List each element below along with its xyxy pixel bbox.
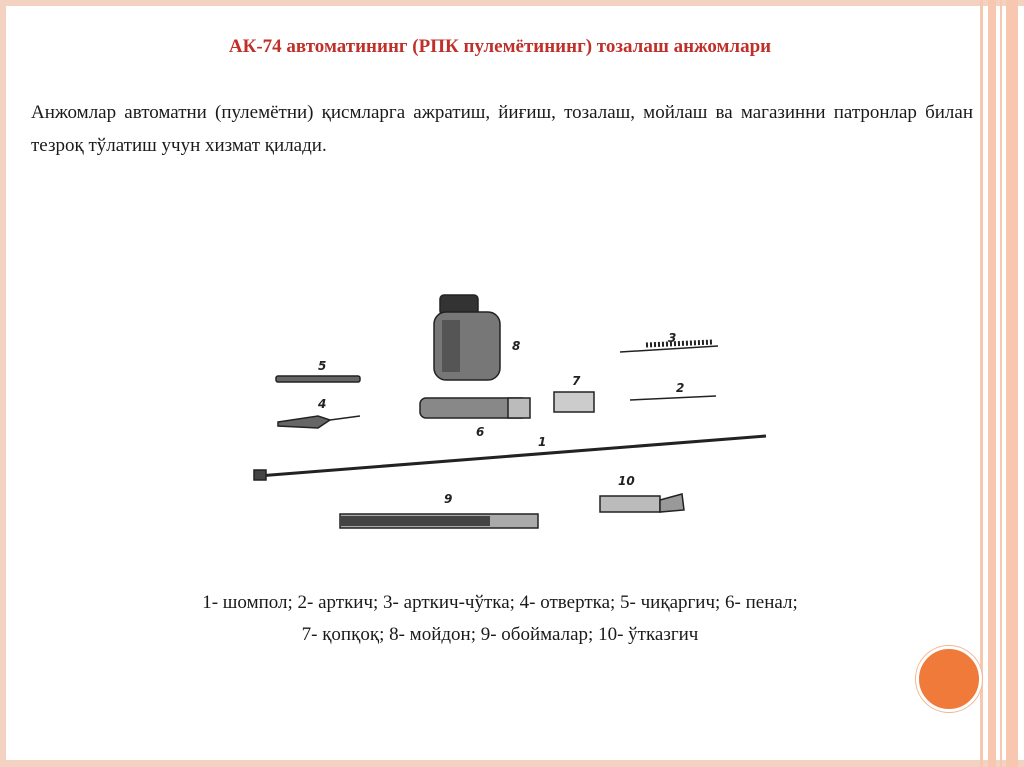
- frame-bottom-border: [0, 760, 1024, 767]
- figure-label: 2: [676, 381, 685, 395]
- figure-label: 1: [538, 435, 547, 449]
- adapter-drawing: [600, 494, 684, 512]
- slide-title: АК-74 автоматининг (РПК пулемётининг) тозалаш анжомлари: [228, 36, 772, 57]
- cleaning-rod-drawing: [254, 436, 766, 480]
- figure-label: 7: [572, 374, 581, 388]
- intro-paragraph: Анжомлар автоматни (пулемётни) қисмларга ажратиш, йиғиш, тозалаш, мойлаш ва магазинни патронлар билан тезроқ тўлатиш учун хизмат қилади.: [31, 102, 973, 156]
- frame-top-border: [0, 0, 1024, 6]
- caption-line-1: 1- шомпол; 2- арткич; 3- арткич-чўтка; 4- отвертка; 5- чиқаргич; 6- пенал;: [202, 592, 798, 613]
- decor-circle: [916, 646, 982, 712]
- cleaning-kit-illustration: [248, 290, 776, 540]
- figure-label: 6: [476, 425, 485, 439]
- extractor-drawing: [276, 376, 360, 382]
- frame-left-border: [0, 0, 6, 767]
- figure-label: 8: [512, 339, 521, 353]
- figure-label: 3: [668, 331, 677, 345]
- caption-line-2: 7- қопқоқ; 8- мойдон; 9- обоймалар; 10- ўтказгич: [301, 624, 699, 645]
- figure-label: 9: [444, 492, 453, 506]
- cap-drawing: [554, 392, 594, 412]
- figure-label: 10: [618, 474, 635, 488]
- screwdriver-drawing: [278, 416, 360, 428]
- clips-drawing: [340, 514, 538, 528]
- case-drawing: [420, 398, 530, 418]
- decor-stripe: [1000, 0, 1002, 767]
- figure-label: 4: [318, 397, 327, 411]
- decor-stripe: [980, 0, 983, 767]
- decor-stripe: [1006, 0, 1018, 767]
- figure-label: 5: [318, 359, 327, 373]
- wiper-drawing: [630, 396, 716, 400]
- oil-bottle-drawing: [434, 295, 500, 380]
- decor-stripe: [988, 0, 996, 767]
